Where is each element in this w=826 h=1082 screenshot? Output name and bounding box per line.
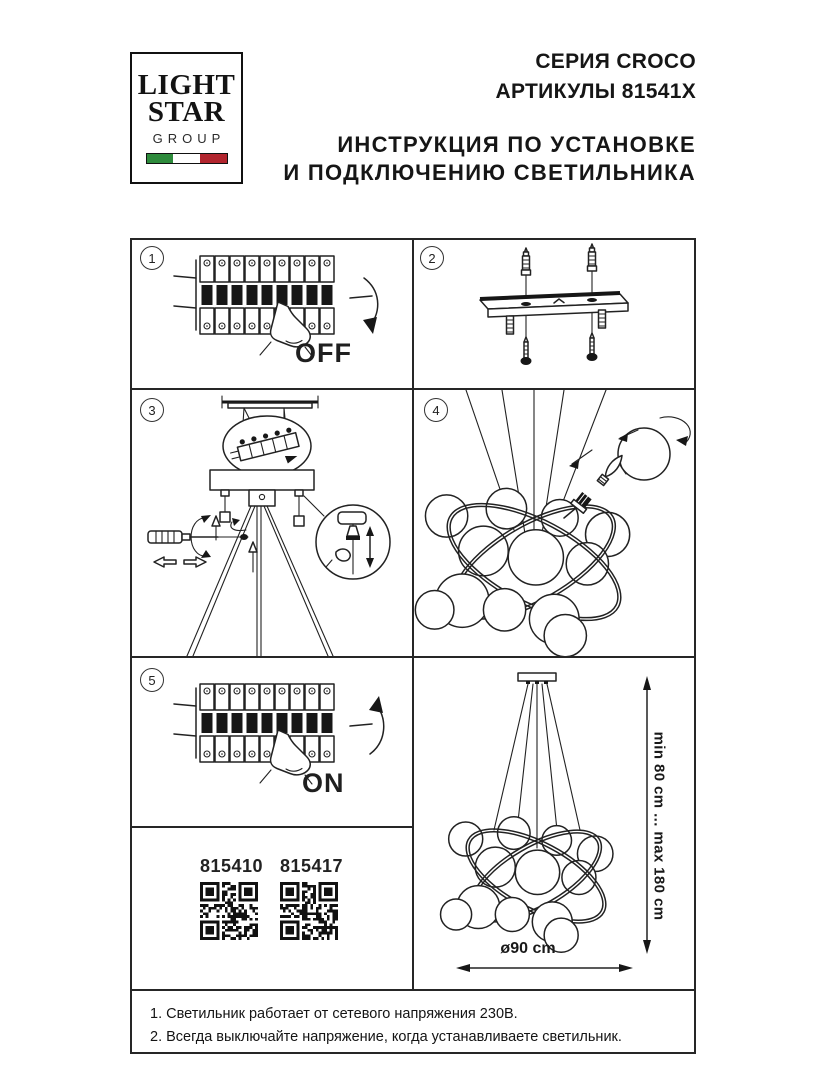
safety-notes: [150, 1003, 622, 1049]
title-line-1: ИНСТРУКЦИЯ ПО УСТАНОВКЕ: [337, 132, 696, 157]
breaker-on-illustration: [132, 658, 412, 826]
arrowhead: [232, 518, 240, 526]
flag-white-stripe: [173, 154, 200, 163]
cable-adjuster-detail: [316, 505, 390, 579]
qr-code-815417: [280, 882, 338, 940]
qr-code-815410: [200, 882, 258, 940]
step-5-panel: [132, 658, 412, 826]
instruction-table: [130, 238, 696, 1054]
arrowhead: [676, 436, 688, 446]
arrowhead: [201, 515, 211, 523]
step-number-badge: [424, 398, 448, 422]
off-label: OFF: [295, 338, 352, 368]
threaded-stud-icon: [599, 310, 606, 328]
lightstar-logo: [130, 52, 243, 184]
arrowhead: [363, 317, 377, 334]
arrowhead: [201, 550, 211, 558]
step-number-badge: [140, 398, 164, 422]
breaker-off-illustration: [132, 240, 412, 388]
arrowhead: [618, 433, 628, 442]
step-number: 3: [148, 402, 156, 418]
cable-lock: [294, 516, 304, 526]
step-number-badge: [420, 246, 444, 270]
canopy-mounting-illustration: [132, 390, 412, 656]
logo-word-light: LIGHT: [137, 69, 236, 102]
wall-plug-icon: [588, 244, 597, 271]
arrow-up-icon: [249, 542, 257, 552]
arrowhead: [369, 696, 383, 713]
step-4-panel: [414, 390, 694, 656]
step-3-panel: [132, 390, 412, 656]
globe-assembly-illustration: [414, 390, 694, 656]
diameter-label: ø90 cm: [500, 940, 556, 957]
ceiling-plate: [518, 673, 556, 684]
suspension-wires: [466, 390, 606, 545]
candle-bulb-icon: [597, 453, 625, 486]
note-1: 1. Светильник работает от сетевого напряжения 230В.: [150, 1006, 518, 1022]
arrowhead: [569, 460, 579, 469]
ceiling-canopy: [210, 470, 314, 506]
step-number: 2: [428, 250, 436, 266]
bracket-illustration: [414, 240, 694, 388]
article-number: 815417: [280, 856, 344, 876]
logo-word-star: STAR: [147, 96, 226, 128]
wall-plug-icon: [522, 248, 531, 275]
ceiling-bracket: [222, 396, 318, 408]
arrow-right-icon: [184, 557, 206, 567]
arrow-left-icon: [154, 557, 176, 567]
height-range-label: min 80 cm ... max 180 cm: [650, 731, 668, 921]
flag-green-stripe: [147, 154, 174, 163]
chandelier-cluster: [441, 810, 620, 952]
title-line-2: И ПОДКЛЮЧЕНИЮ СВЕТИЛЬНИКА: [283, 160, 696, 185]
screw-icon: [521, 337, 532, 365]
note-2: 2. Всегда выключайте напряжение, когда устанавливаете светильник.: [150, 1029, 622, 1045]
page-title: [283, 131, 696, 187]
step-number: 5: [148, 672, 156, 688]
step-number-badge: [140, 668, 164, 692]
logo-word-group: GROUP: [152, 130, 226, 146]
screw-icon: [587, 333, 598, 361]
step-2-panel: [414, 240, 694, 388]
footer-notes-panel: [132, 991, 694, 1052]
series-heading: [496, 47, 696, 107]
terminal-block-magnifier: [223, 416, 311, 476]
step-number-badge: [140, 246, 164, 270]
cable-lock: [220, 512, 230, 522]
article-number: 815410: [200, 856, 264, 876]
suspension-rods: [187, 506, 333, 656]
chandelier-cluster: [415, 480, 638, 656]
italian-flag-bar: [146, 153, 228, 164]
article-numbers: АРТИКУЛЫ 81541X: [495, 80, 696, 103]
on-label: ON: [302, 768, 345, 798]
step-number: 4: [432, 402, 440, 418]
threaded-stud-icon: [507, 316, 514, 334]
screwdriver-icon: [148, 531, 248, 543]
detail-leader-line: [304, 496, 324, 516]
series-name: СЕРИЯ CROCO: [535, 50, 696, 73]
diameter-dimension-line: [456, 964, 633, 972]
arrow-up-icon: [212, 516, 220, 526]
articles-panel: [132, 828, 412, 989]
dimensions-panel: [414, 658, 694, 989]
step-number: 1: [148, 250, 156, 266]
step-1-panel: [132, 240, 412, 388]
flag-red-stripe: [200, 154, 227, 163]
